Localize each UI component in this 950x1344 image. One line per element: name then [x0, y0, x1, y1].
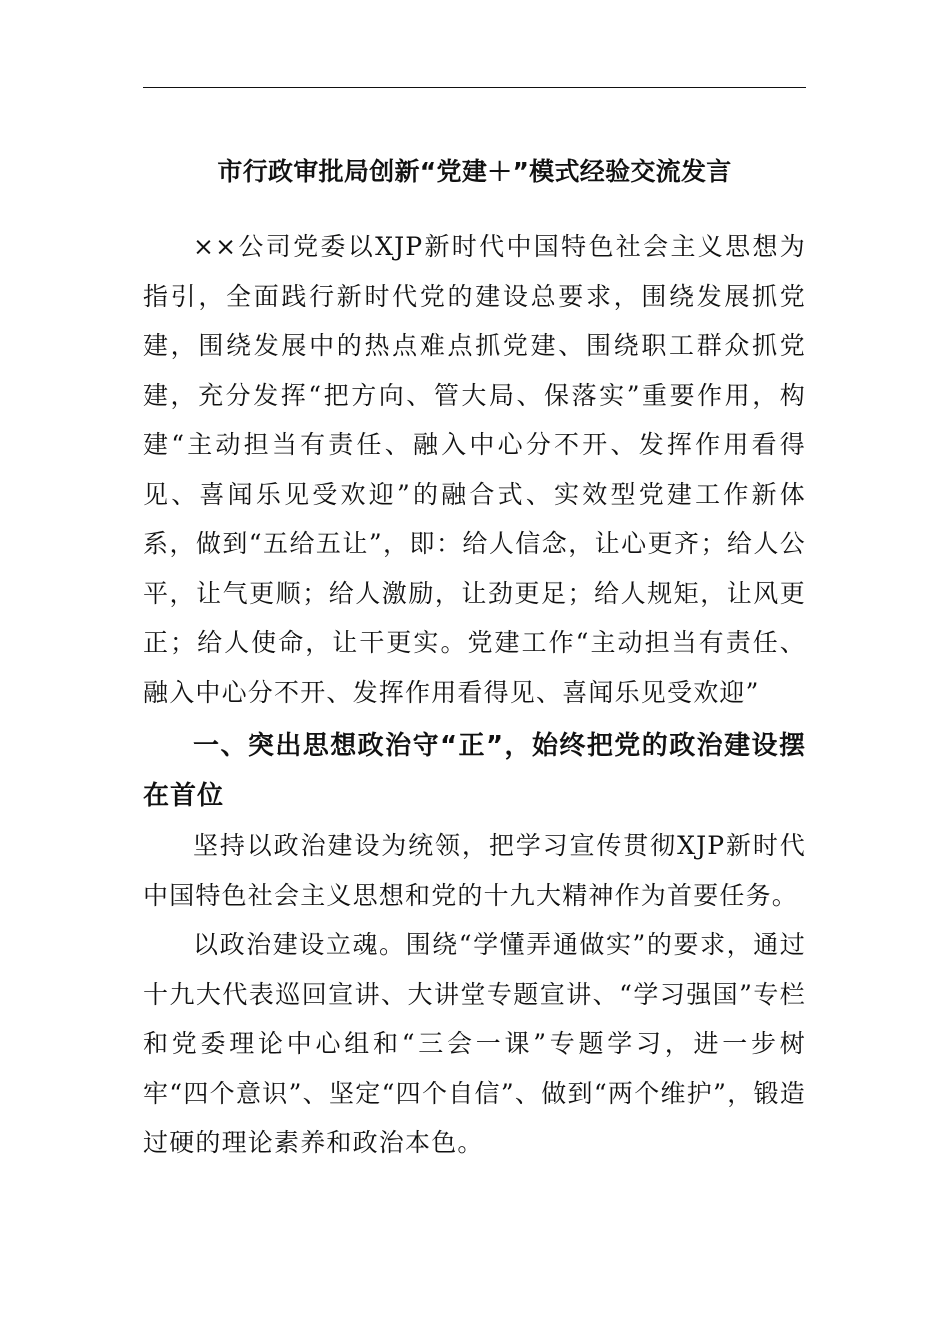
- section-paragraph: 坚持以政治建设为统领，把学习宣传贯彻XJP新时代中国特色社会主义思想和党的十九大精神作为首要任务。: [143, 831, 806, 910]
- intro-paragraph: ××公司党委以XJP新时代中国特色社会主义思想为指引，全面践行新时代党的建设总要求，围绕发展抓党建，围绕发展中的热点难点抓党建、围绕职工群众抓党建，充分发挥“把方向、管大局、保落实”重要作用，构建“主动担当有责任、融入中心分不开、发挥作用看得见、喜闻乐见受欢迎”的融合式、实效型党建工作新体系，做到“五给五让”，即：给人信念，让心更齐；给人公平，让气更顺；给人激励，让劲更足；给人规矩，让风更正；给人使命，让干更实。党建工作“主动担当有责任、融入中心分不开、发挥作用看得见、喜闻乐见受欢迎”: [143, 232, 806, 707]
- document-title: 市行政审批局创新“党建＋”模式经验交流发言: [217, 157, 732, 186]
- header-rule: [143, 87, 806, 88]
- section-paragraph: 以政治建设立魂。围绕“学懂弄通做实”的要求，通过十九大代表巡回宣讲、大讲堂专题宣讲、“学习强国”专栏和党委理论中心组和“三会一课”专题学习，进一步树牢“四个意识”、坚定“四个自信”、做到“两个维护”，锻造过硬的理论素养和政治本色。: [143, 930, 806, 1157]
- section-heading: 一、突出思想政治守“正”，始终把党的政治建设摆在首位: [143, 731, 806, 811]
